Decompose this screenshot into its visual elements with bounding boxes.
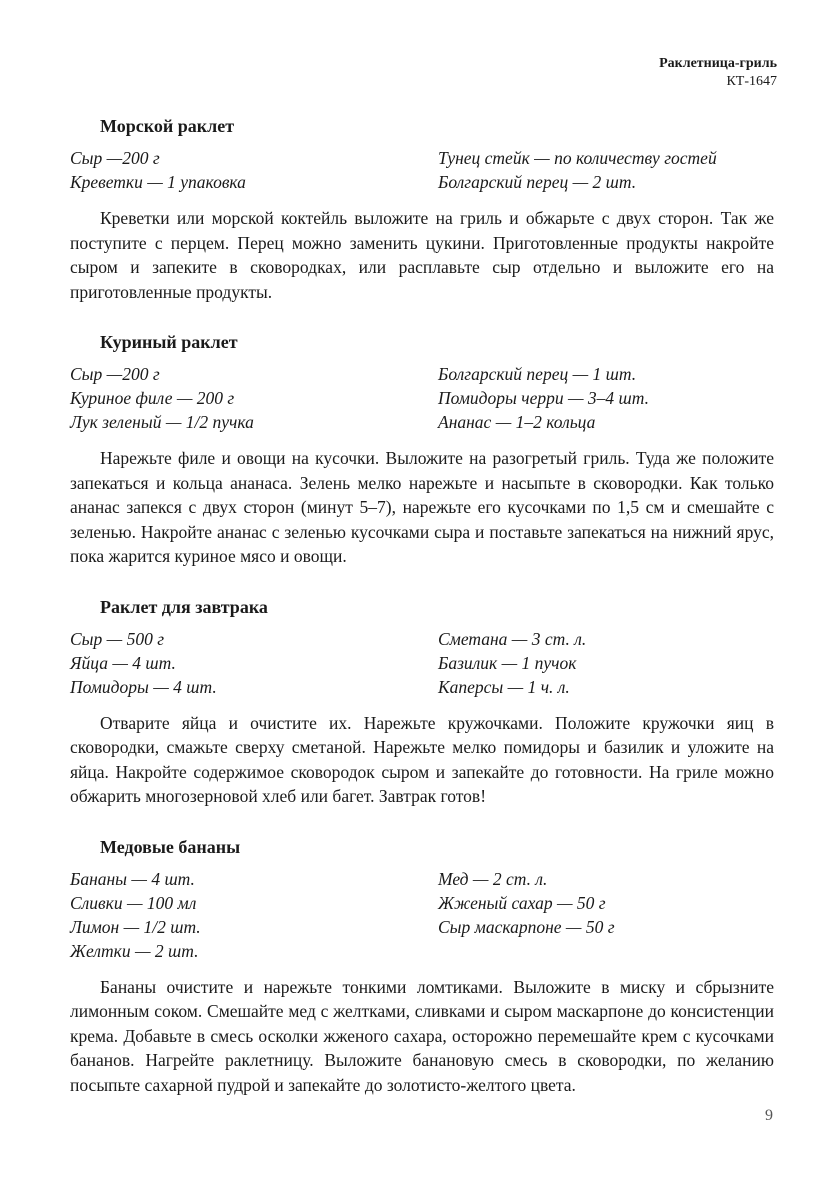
ingredient: Яйца — 4 шт. (70, 652, 176, 673)
ingredients-left-column (70, 867, 438, 963)
ingredient: Сметана — 3 ст. л. (438, 628, 587, 649)
recipe-chicken-raclette (70, 330, 774, 569)
ingredient: Креветки — 1 упаковка (70, 172, 246, 192)
ingredient: Мед — 2 ст. л. (438, 868, 548, 889)
ingredients-list (70, 146, 774, 194)
ingredient: Бананы — 4 шт. (70, 868, 195, 889)
ingredients-right-column (438, 867, 774, 963)
ingredient: Помидоры — 4 шт. (70, 676, 217, 697)
ingredients-list (70, 627, 774, 699)
ingredient: Сыр — 500 г (70, 628, 165, 649)
ingredients-left-column (70, 362, 438, 434)
ingredients-left-column (70, 146, 438, 194)
recipe-instructions: Отварите яйца и очистите их. Нарежьте кружочками. Положите кружочки яиц в сковородки, смажьте сверху сметаной. Нарежьте мелко помидоры и базилик и уложите на яйца. Накройте содержимое сковородок сыром и запекайте до готовности. На гриле можно обжарить многозерновой хлеб или багет. Завтрак готов! (70, 712, 774, 806)
ingredients-left-column (70, 627, 438, 699)
recipe-instructions: Креветки или морской коктейль выложите на гриль и обжарьте с двух сторон. Так же поступите с перцем. Перец можно заменить цукини. Приготовленные продукты накройте сыром и запеките в сковородках, или расплавьте сыр отдельно и выложите его на приготовленные продукты. (70, 208, 774, 302)
ingredients-list (70, 867, 774, 963)
ingredient: Сливки — 100 мл (70, 892, 197, 913)
ingredient: Жженый сахар — 50 г (438, 892, 606, 913)
recipe-title: Куриный раклет (100, 332, 238, 352)
ingredient: Куриное филе — 200 г (70, 388, 235, 408)
ingredient: Сыр —200 г (70, 148, 160, 168)
ingredient: Помидоры черри — 3–4 шт. (438, 388, 649, 408)
ingredients-list (70, 362, 774, 434)
recipe-title: Медовые бананы (100, 836, 241, 857)
ingredient: Базилик — 1 пучок (438, 652, 577, 673)
ingredient: Ананас — 1–2 кольца (438, 412, 596, 432)
recipe-sea-raclette (70, 114, 774, 304)
page-number: 9 (765, 1107, 773, 1124)
ingredient: Тунец стейк — по количеству гостей (438, 148, 717, 168)
product-title: Раклетница-гриль (659, 56, 777, 71)
ingredient: Желтки — 2 шт. (70, 940, 199, 961)
ingredients-right-column (438, 362, 774, 434)
ingredient: Болгарский перец — 1 шт. (438, 364, 637, 384)
ingredient: Сыр —200 г (70, 364, 160, 384)
ingredients-right-column (438, 146, 774, 194)
ingredient: Каперсы — 1 ч. л. (438, 676, 570, 697)
recipe-instructions: Бананы очистите и нарежьте тонкими ломтиками. Выложите в миску и сбрызните лимонным соком. Смешайте мед с желтками, сливками и сыром маскарпоне до консистенции крема. Добавьте в смесь осколки жженого сахара, осторожно перемешайте крем с кусочками бананов. Нагрейте раклетницу. Выложите банановую смесь в сковородки, по желанию посыпьте сахарной пудрой и запекайте до золотисто-желтого цвета. (70, 976, 774, 1095)
product-model: КТ-1647 (726, 74, 777, 89)
ingredient: Сыр маскарпоне — 50 г (438, 916, 615, 937)
page-header (659, 55, 777, 91)
recipe-title: Морской раклет (100, 116, 235, 136)
ingredients-right-column (438, 627, 774, 699)
ingredient: Болгарский перец — 2 шт. (438, 172, 637, 192)
recipe-honey-bananas (70, 835, 774, 1098)
ingredient: Лук зеленый — 1/2 пучка (70, 412, 254, 432)
recipe-breakfast-raclette (70, 595, 774, 809)
recipe-title: Раклет для завтрака (100, 596, 268, 617)
recipes-content (70, 114, 774, 1123)
ingredient: Лимон — 1/2 шт. (70, 916, 201, 937)
recipe-instructions: Нарежьте филе и овощи на кусочки. Выложите на разогретый гриль. Туда же положите запекаться и кольца ананаса. Зелень мелко нарежьте и насыпьте в сковородки. Как только ананас запекся с двух сторон (минут 5–7), нарежьте его кусочками по 1,5 см и смешайте с зеленью. Накройте ананас с зеленью кусочками сыра и поставьте запекаться на нижний ярус, пока жарится куриное мясо и овощи. (70, 448, 774, 566)
